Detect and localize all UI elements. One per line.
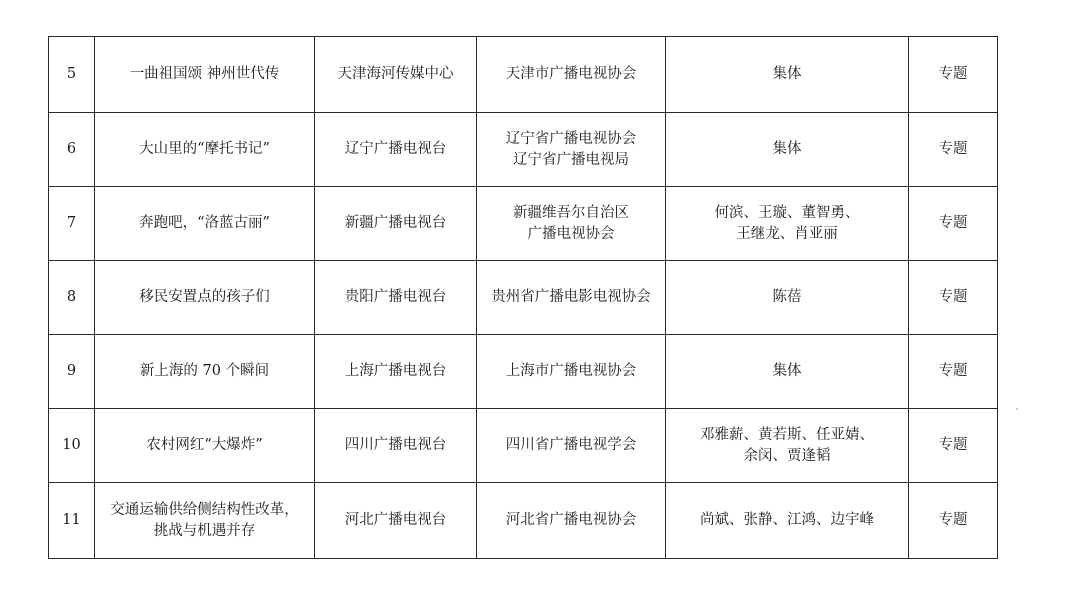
authors: 何滨、王璇、董智勇、 王继龙、肖亚丽	[666, 187, 909, 261]
submitting-unit: 河北广播电视台	[315, 483, 477, 559]
authors: 集体	[666, 335, 909, 409]
table-row	[49, 409, 998, 483]
row-number: 8	[49, 261, 95, 335]
submitting-unit: 新疆广播电视台	[315, 187, 477, 261]
submitting-unit: 天津海河传媒中心	[315, 37, 477, 113]
work-title: 一曲祖国颂 神州世代传	[95, 37, 315, 113]
category: 专题	[909, 37, 998, 113]
recommending-unit: 新疆维吾尔自治区 广播电视协会	[477, 187, 666, 261]
table-row	[49, 483, 998, 559]
row-number: 10	[49, 409, 95, 483]
recommending-unit: 四川省广播电视学会	[477, 409, 666, 483]
category: 专题	[909, 409, 998, 483]
submitting-unit: 上海广播电视台	[315, 335, 477, 409]
recommending-unit: 河北省广播电视协会	[477, 483, 666, 559]
recommending-unit: 辽宁省广播电视协会 辽宁省广播电视局	[477, 113, 666, 187]
work-title: 交通运输供给侧结构性改革， 挑战与机遇并存	[95, 483, 315, 559]
table-row	[49, 261, 998, 335]
table-row	[49, 187, 998, 261]
table-row	[49, 37, 998, 113]
work-title: 新上海的 70 个瞬间	[95, 335, 315, 409]
authors: 邓雅薪、黄若斯、任亚婧、 余闵、贾逢韬	[666, 409, 909, 483]
work-title: 农村网红“大爆炸”	[95, 409, 315, 483]
submitting-unit: 四川广播电视台	[315, 409, 477, 483]
authors: 集体	[666, 113, 909, 187]
recommending-unit: 上海市广播电视协会	[477, 335, 666, 409]
submitting-unit: 贵阳广播电视台	[315, 261, 477, 335]
category: 专题	[909, 483, 998, 559]
table-row	[49, 113, 998, 187]
work-title: 移民安置点的孩子们	[95, 261, 315, 335]
work-title: 大山里的“摩托书记”	[95, 113, 315, 187]
recommending-unit: 天津市广播电视协会	[477, 37, 666, 113]
row-number: 11	[49, 483, 95, 559]
row-number: 9	[49, 335, 95, 409]
work-title: 奔跑吧，“洛蓝古丽”	[95, 187, 315, 261]
row-number: 5	[49, 37, 95, 113]
category: 专题	[909, 335, 998, 409]
row-number: 6	[49, 113, 95, 187]
scan-speck	[1016, 408, 1018, 410]
authors: 集体	[666, 37, 909, 113]
category: 专题	[909, 113, 998, 187]
category: 专题	[909, 187, 998, 261]
awards-table	[48, 36, 998, 559]
authors: 尚斌、张静、江鸿、边宇峰	[666, 483, 909, 559]
authors: 陈蓓	[666, 261, 909, 335]
category: 专题	[909, 261, 998, 335]
row-number: 7	[49, 187, 95, 261]
submitting-unit: 辽宁广播电视台	[315, 113, 477, 187]
table-row	[49, 335, 998, 409]
recommending-unit: 贵州省广播电影电视协会	[477, 261, 666, 335]
